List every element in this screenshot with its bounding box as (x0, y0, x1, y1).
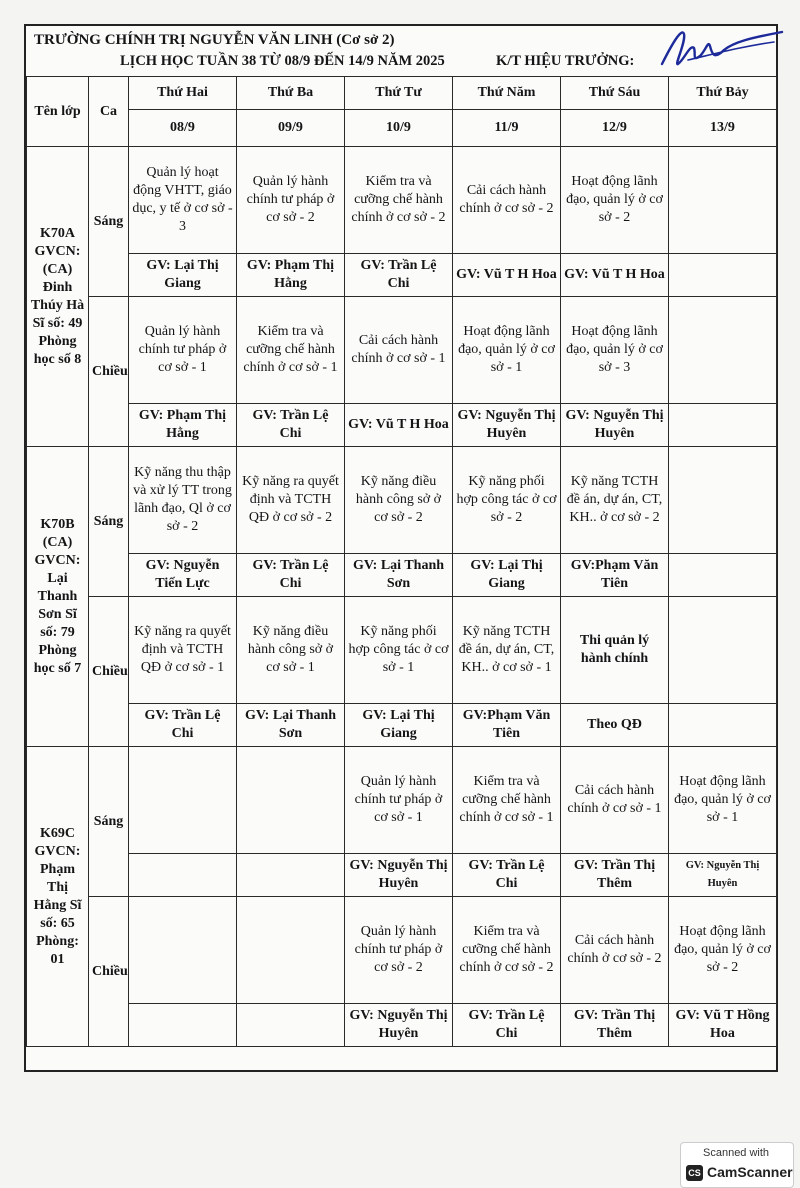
date-header: 12/9 (561, 110, 669, 147)
subject-cell (669, 597, 777, 704)
subject-cell: Kỹ năng điều hành công sở ở cơ sở - 2 (345, 447, 453, 554)
teacher-cell: GV: Vũ T H Hoa (561, 254, 669, 297)
teacher-cell (669, 704, 777, 747)
session-label: Chiều (89, 597, 129, 747)
session-column-header: Ca (89, 77, 129, 147)
teacher-cell: GV: Nguyễn Thị Huyên (561, 404, 669, 447)
subject-cell (237, 897, 345, 1004)
session-label: Chiều (89, 297, 129, 447)
subject-cell: Cải cách hành chính ở cơ sở - 1 (345, 297, 453, 404)
class-info: K70B (CA) GVCN: Lại Thanh Sơn Sĩ số: 79 Phòng học số 7 (27, 447, 89, 747)
teacher-cell: GV: Nguyễn Thị Huyên (669, 854, 777, 897)
signature-icon (654, 20, 794, 76)
subject-cell: Quản lý hành chính tư pháp ở cơ sở - 2 (345, 897, 453, 1004)
teacher-row (27, 254, 777, 297)
teacher-cell: GV: Trần Thị Thêm (561, 854, 669, 897)
subject-cell: Hoạt động lãnh đạo, quản lý ở cơ sở - 2 (669, 897, 777, 1004)
date-header: 09/9 (237, 110, 345, 147)
subject-cell: Kỹ năng TCTH đề án, dự án, CT, KH.. ở cơ sở - 1 (453, 597, 561, 704)
teacher-cell: GV:Phạm Văn Tiên (561, 554, 669, 597)
camscanner-text: CamScanner (707, 1164, 793, 1180)
teacher-row (27, 554, 777, 597)
schedule-table (26, 76, 777, 1047)
subject-cell (129, 897, 237, 1004)
teacher-cell: GV: Vũ T Hồng Hoa (669, 1004, 777, 1047)
day-header: Thứ Hai (129, 77, 237, 110)
teacher-cell: GV: Phạm Thị Hằng (237, 254, 345, 297)
subject-cell (669, 447, 777, 554)
teacher-row (27, 1004, 777, 1047)
teacher-row (27, 404, 777, 447)
day-header: Thứ Sáu (561, 77, 669, 110)
day-header: Thứ Ba (237, 77, 345, 110)
subject-cell: Kiểm tra và cưỡng chế hành chính ở cơ sở - 2 (345, 147, 453, 254)
teacher-cell: GV: Trần Lệ Chi (237, 404, 345, 447)
subject-cell: Hoạt động lãnh đạo, quản lý ở cơ sở - 3 (561, 297, 669, 404)
camscanner-logo-icon: CS (686, 1165, 703, 1181)
subject-cell (669, 147, 777, 254)
teacher-row (27, 854, 777, 897)
subject-cell (129, 747, 237, 854)
subject-cell: Kỹ năng thu thập và xử lý TT trong lãnh đạo, Ql ở cơ sở - 2 (129, 447, 237, 554)
teacher-cell: GV: Vũ T H Hoa (345, 404, 453, 447)
teacher-cell: GV: Trần Lệ Chi (345, 254, 453, 297)
subject-cell: Quản lý hành chính tư pháp ở cơ sở - 2 (237, 147, 345, 254)
subject-cell (669, 297, 777, 404)
subject-cell (237, 747, 345, 854)
schedule-sheet (24, 24, 778, 1072)
subject-cell: Kỹ năng ra quyết định và TCTH QĐ ở cơ sở - 2 (237, 447, 345, 554)
teacher-cell (129, 854, 237, 897)
date-header: 11/9 (453, 110, 561, 147)
teacher-cell: GV: Nguyễn Thị Huyên (345, 854, 453, 897)
teacher-cell: GV: Trần Lệ Chi (129, 704, 237, 747)
date-header: 08/9 (129, 110, 237, 147)
teacher-cell (669, 554, 777, 597)
teacher-cell (237, 854, 345, 897)
document-header (26, 26, 776, 77)
teacher-cell: GV: Lại Thị Giang (129, 254, 237, 297)
teacher-cell: GV: Lại Thị Giang (453, 554, 561, 597)
subject-cell: Cải cách hành chính ở cơ sở - 2 (561, 897, 669, 1004)
teacher-cell: GV: Trần Thị Thêm (561, 1004, 669, 1047)
teacher-cell: Theo QĐ (561, 704, 669, 747)
day-header: Thứ Tư (345, 77, 453, 110)
teacher-cell: GV: Trần Lệ Chi (453, 1004, 561, 1047)
teacher-cell: GV: Lại Thị Giang (345, 704, 453, 747)
school-name: TRƯỜNG CHÍNH TRỊ NGUYỄN VĂN LINH (Cơ sở 2) (34, 32, 395, 48)
schedule-row (27, 297, 777, 404)
schedule-title: LỊCH HỌC TUẦN 38 TỪ 08/9 ĐẾN 14/9 NĂM 2025 (120, 53, 445, 69)
subject-cell: Thi quản lý hành chính (561, 597, 669, 704)
subject-cell: Hoạt động lãnh đạo, quản lý ở cơ sở - 2 (561, 147, 669, 254)
teacher-cell: GV: Lại Thanh Sơn (345, 554, 453, 597)
teacher-cell: GV: Vũ T H Hoa (453, 254, 561, 297)
session-label: Sáng (89, 747, 129, 897)
subject-cell: Kỹ năng phối hợp công tác ở cơ sở - 2 (453, 447, 561, 554)
schedule-row (27, 897, 777, 1004)
subject-cell: Kiểm tra và cưỡng chế hành chính ở cơ sở - 1 (453, 747, 561, 854)
teacher-cell (129, 1004, 237, 1047)
schedule-row (27, 747, 777, 854)
teacher-cell (669, 254, 777, 297)
class-info: K69C GVCN: Phạm Thị Hằng Sĩ số: 65 Phòng: 01 (27, 747, 89, 1047)
schedule-row (27, 447, 777, 554)
subject-cell: Hoạt động lãnh đạo, quản lý ở cơ sở - 1 (453, 297, 561, 404)
date-header: 13/9 (669, 110, 777, 147)
day-header: Thứ Năm (453, 77, 561, 110)
subject-cell: Cải cách hành chính ở cơ sở - 1 (561, 747, 669, 854)
class-column-header: Tên lớp (27, 77, 89, 147)
scanned-with-text: Scanned with (703, 1147, 770, 1159)
teacher-cell: GV: Lại Thanh Sơn (237, 704, 345, 747)
teacher-cell: GV: Trần Lệ Chi (453, 854, 561, 897)
schedule-row (27, 147, 777, 254)
subject-cell: Hoạt động lãnh đạo, quản lý ở cơ sở - 1 (669, 747, 777, 854)
teacher-cell: GV: Nguyễn Thị Huyên (453, 404, 561, 447)
teacher-cell: GV: Nguyễn Tiến Lực (129, 554, 237, 597)
teacher-row (27, 704, 777, 747)
camscanner-watermark (680, 1142, 794, 1188)
teacher-cell: GV: Nguyễn Thị Huyên (345, 1004, 453, 1047)
subject-cell: Kỹ năng điều hành công sở ở cơ sở - 1 (237, 597, 345, 704)
teacher-cell (237, 1004, 345, 1047)
schedule-row (27, 597, 777, 704)
subject-cell: Kỹ năng TCTH đề án, dự án, CT, KH.. ở cơ sở - 2 (561, 447, 669, 554)
teacher-cell (669, 404, 777, 447)
teacher-cell: GV: Trần Lệ Chi (237, 554, 345, 597)
class-info: K70A GVCN: (CA) Đinh Thúy Hà Sĩ số: 49 Phòng học số 8 (27, 147, 89, 447)
subject-cell: Kỹ năng ra quyết định và TCTH QĐ ở cơ sở - 1 (129, 597, 237, 704)
session-label: Chiều (89, 897, 129, 1047)
day-header: Thứ Bảy (669, 77, 777, 110)
session-label: Sáng (89, 447, 129, 597)
subject-cell: Kỹ năng phối hợp công tác ở cơ sở - 1 (345, 597, 453, 704)
teacher-cell: GV: Phạm Thị Hằng (129, 404, 237, 447)
subject-cell: Kiểm tra và cưỡng chế hành chính ở cơ sở - 1 (237, 297, 345, 404)
session-label: Sáng (89, 147, 129, 297)
subject-cell: Quản lý hoạt động VHTT, giáo dục, y tế ở cơ sở - 3 (129, 147, 237, 254)
subject-cell: Quản lý hành chính tư pháp ở cơ sở - 1 (129, 297, 237, 404)
teacher-cell: GV:Phạm Văn Tiên (453, 704, 561, 747)
subject-cell: Quản lý hành chính tư pháp ở cơ sở - 1 (345, 747, 453, 854)
subject-cell: Kiểm tra và cưỡng chế hành chính ở cơ sở - 2 (453, 897, 561, 1004)
date-header: 10/9 (345, 110, 453, 147)
signer-title: K/T HIỆU TRƯỞNG: (496, 53, 635, 69)
subject-cell: Cải cách hành chính ở cơ sở - 2 (453, 147, 561, 254)
